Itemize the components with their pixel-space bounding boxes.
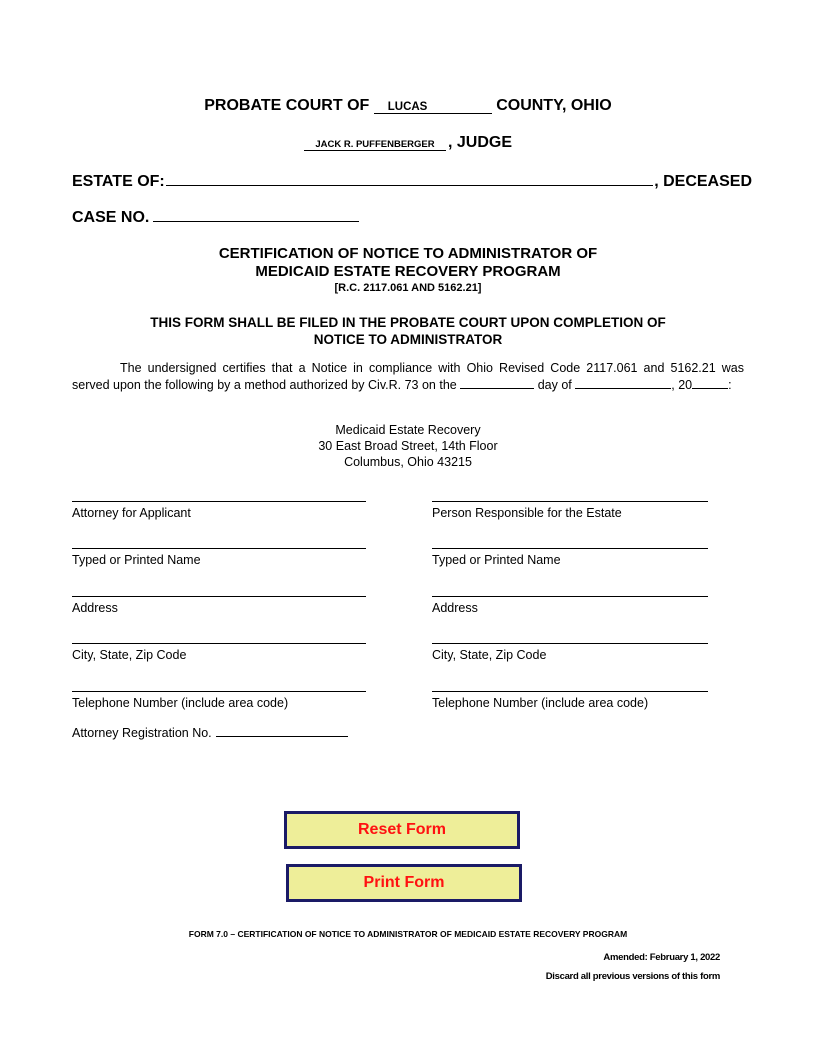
year-prefix: 20: [678, 377, 693, 392]
responsible-city-field[interactable]: [432, 643, 708, 662]
responsible-person-label: Person Responsible for the Estate: [432, 506, 622, 520]
service-year-field[interactable]: [692, 377, 728, 389]
court-suffix: COUNTY, OHIO: [496, 97, 612, 114]
attorney-signature-field[interactable]: [72, 501, 366, 520]
responsible-phone-field[interactable]: [432, 691, 708, 710]
discard-notice: Discard all previous versions of this form: [545, 971, 720, 982]
responsible-person-signature-field[interactable]: [432, 501, 708, 520]
attorney-city-field[interactable]: [72, 643, 366, 662]
estate-label: ESTATE OF:: [72, 173, 165, 190]
filing-instruction: [0, 314, 816, 348]
filing-instruction-line1: THIS FORM SHALL BE FILED IN THE PROBATE COURT UPON COMPLETION OF: [150, 315, 666, 330]
form-title: [0, 245, 816, 281]
amended-date: Amended: February 1, 2022: [603, 952, 720, 963]
case-label: CASE NO.: [72, 209, 150, 226]
court-heading: [0, 97, 816, 115]
attorney-phone-label: Telephone Number (include area code): [72, 696, 289, 710]
attorney-registration-label: Attorney Registration No.: [72, 726, 212, 740]
case-number-field[interactable]: [153, 207, 359, 222]
attorney-name-field[interactable]: [72, 548, 366, 567]
case-number-line: [72, 207, 359, 227]
county-field[interactable]: LUCAS: [374, 101, 492, 114]
attorney-registration-field[interactable]: [216, 725, 348, 737]
responsible-phone-label: Telephone Number (include area code): [432, 696, 649, 710]
judge-heading: [0, 134, 816, 152]
statute-reference: [R.C. 2117.061 AND 5162.21]: [334, 282, 482, 294]
certification-text: The undersigned certifies that a Notice in compliance with Ohio Revised Code 2117.061 and 5162.21 was served upon the following by a method authorized by Civ.R. 73 on the: [72, 361, 744, 392]
estate-name-field[interactable]: [166, 171, 653, 186]
responsible-address-label: Address: [432, 601, 478, 615]
recipient-address: [0, 422, 816, 470]
reset-form-button[interactable]: Reset Form: [284, 811, 520, 849]
day-of-text: day of: [537, 377, 572, 392]
year-suffix: :: [728, 377, 732, 392]
attorney-signature-label: Attorney for Applicant: [72, 506, 191, 520]
judge-name-field[interactable]: JACK R. PUFFENBERGER: [304, 139, 446, 151]
responsible-address-field[interactable]: [432, 596, 708, 615]
court-prefix: PROBATE COURT OF: [204, 97, 370, 114]
attorney-registration-line: [72, 725, 348, 740]
service-day-field[interactable]: [460, 377, 534, 389]
filing-instruction-line2: NOTICE TO ADMINISTRATOR: [313, 332, 503, 347]
responsible-name-field[interactable]: [432, 548, 708, 567]
service-month-field[interactable]: [575, 377, 671, 389]
form-footer-title: FORM 7.0 – CERTIFICATION OF NOTICE TO ADMINISTRATOR OF MEDICAID ESTATE RECOVERY PROGRAM: [188, 929, 628, 939]
judge-suffix: , JUDGE: [447, 134, 512, 151]
form-title-line1: CERTIFICATION OF NOTICE TO ADMINISTRATOR OF: [218, 245, 598, 262]
deceased-label: , DECEASED: [654, 173, 752, 190]
attorney-phone-field[interactable]: [72, 691, 366, 710]
recipient-city: Columbus, Ohio 43215: [344, 455, 472, 469]
recipient-name: Medicaid Estate Recovery: [335, 423, 481, 437]
attorney-city-label: City, State, Zip Code: [72, 648, 187, 662]
attorney-address-label: Address: [72, 601, 118, 615]
responsible-city-label: City, State, Zip Code: [432, 648, 547, 662]
attorney-name-label: Typed or Printed Name: [72, 553, 201, 567]
attorney-address-field[interactable]: [72, 596, 366, 615]
responsible-name-label: Typed or Printed Name: [432, 553, 561, 567]
form-title-line2: MEDICAID ESTATE RECOVERY PROGRAM: [255, 263, 561, 280]
recipient-street: 30 East Broad Street, 14th Floor: [318, 439, 498, 453]
print-form-button[interactable]: Print Form: [286, 864, 522, 902]
certification-paragraph: [72, 361, 744, 393]
comma-text: ,: [671, 377, 675, 392]
estate-line: [72, 171, 752, 191]
